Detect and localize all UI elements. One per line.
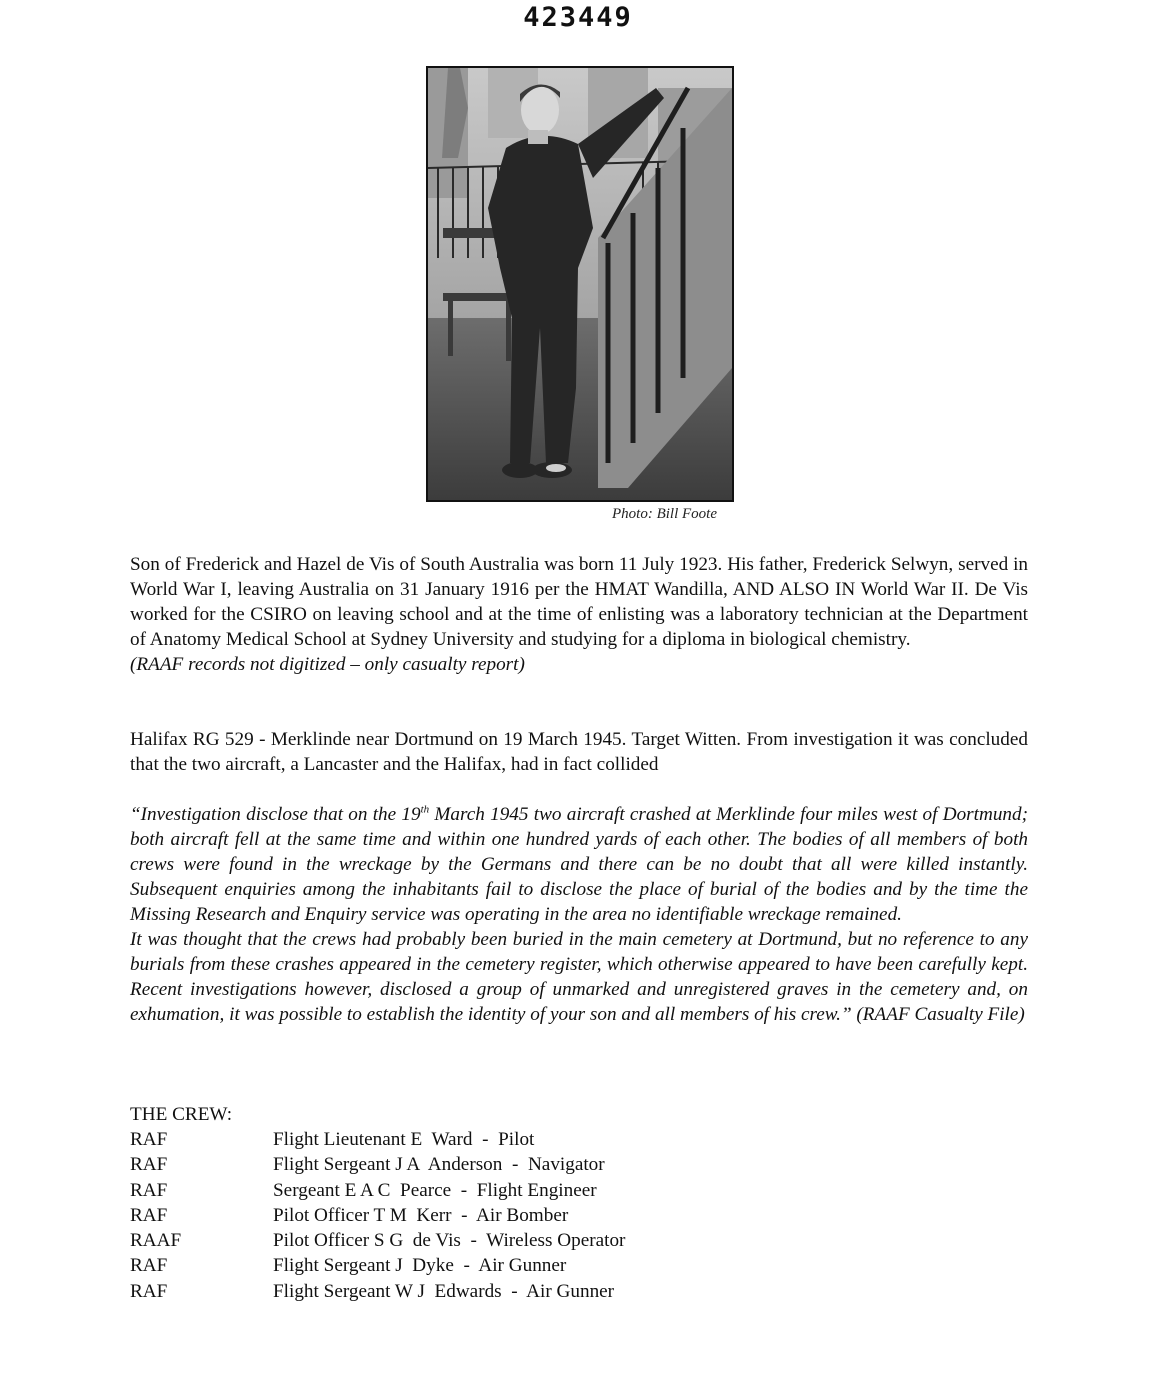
crew-list: [130, 1127, 625, 1304]
quote-p1-start: “Investigation disclose that on the 19: [130, 804, 421, 825]
crew-force: RAF: [130, 1129, 168, 1150]
crew-member: Flight Lieutenant E Ward - Pilot: [273, 1129, 535, 1150]
photo-caption: Photo: Bill Foote: [612, 506, 717, 522]
crew-member: Flight Sergeant J A Anderson - Navigator: [273, 1154, 605, 1176]
crew-member: Pilot Officer T M Kerr - Air Bomber: [273, 1204, 569, 1226]
quote-paragraph-2: It was thought that the crews had probably been buried in the main cemetery at Dortmund, but no reference to any burials from these crashes appeared in the cemetery register, which otherwise appeared to have been carefully kept. Recent investigations however, disclosed a group of unmarked and unregistered graves in the cemetery and, on exhumation, it was possible to establish the identity of your son and all members of his crew.” (RAAF Casualty File): [130, 929, 1028, 1025]
crew-row: [130, 1279, 625, 1304]
quote-p1-end: March 1945 two aircraft crashed at Merklinde four miles west of Dortmund; both aircraft fell at the same time and within one hundred yards of each other. The bodies of all members of both crews were found in the wreckage by the Germans and there can be no doubt that all were killed instantly. Subsequent enquiries among the inhabitants fail to disclose the place of burial of the bodies and by the time the Missing Research and Enquiry service was operating in the area no identifiable wreckage remained.: [130, 804, 1028, 925]
crew-row: [130, 1127, 625, 1152]
airman-photo: [426, 66, 734, 502]
crew-member: Pilot Officer S G de Vis - Wireless Operator: [273, 1230, 626, 1252]
crew-heading: THE CREW:: [130, 1104, 233, 1125]
crew-force: RAF: [130, 1154, 168, 1176]
crew-member: Flight Sergeant J Dyke - Air Gunner: [273, 1255, 567, 1277]
records-note: (RAAF records not digitized – only casualty report): [130, 654, 525, 675]
crew-force: RAF: [130, 1280, 168, 1302]
crew-row: [130, 1178, 625, 1203]
incident-text: Halifax RG 529 - Merklinde near Dortmund on 19 March 1945. Target Witten. From investigation it was concluded that the two aircraft, a Lancaster and the Halifax, had in fact collided: [130, 729, 1028, 775]
service-number: 423449: [523, 2, 633, 33]
casualty-quote: [130, 802, 1028, 1027]
crew-row: [130, 1203, 625, 1228]
quote-p1-superscript: th: [420, 803, 430, 816]
biography-paragraph: [130, 552, 1028, 677]
quote-paragraph-1: [130, 802, 1028, 927]
incident-paragraph: [130, 727, 1028, 777]
crew-row: [130, 1228, 625, 1253]
crew-force: RAF: [130, 1179, 168, 1201]
crew-row: [130, 1152, 625, 1177]
crew-row: [130, 1253, 625, 1278]
crew-force: RAF: [130, 1255, 168, 1277]
crew-force: RAF: [130, 1204, 168, 1226]
crew-member: Sergeant E A C Pearce - Flight Engineer: [273, 1179, 597, 1201]
crew-force: RAAF: [130, 1230, 182, 1252]
biography-text: Son of Frederick and Hazel de Vis of South Australia was born 11 July 1923. His father, Frederick Selwyn, served in World War I, leaving Australia on 31 January 1916 per the HMAT Wandilla, AND ALSO IN World War II. De Vis worked for the CSIRO on leaving school and at the time of enlisting was a laboratory technician at the Department of Anatomy Medical School at Sydney University and studying for a diploma in biological chemistry.: [130, 554, 1028, 650]
crew-member: Flight Sergeant W J Edwards - Air Gunner: [273, 1280, 615, 1302]
